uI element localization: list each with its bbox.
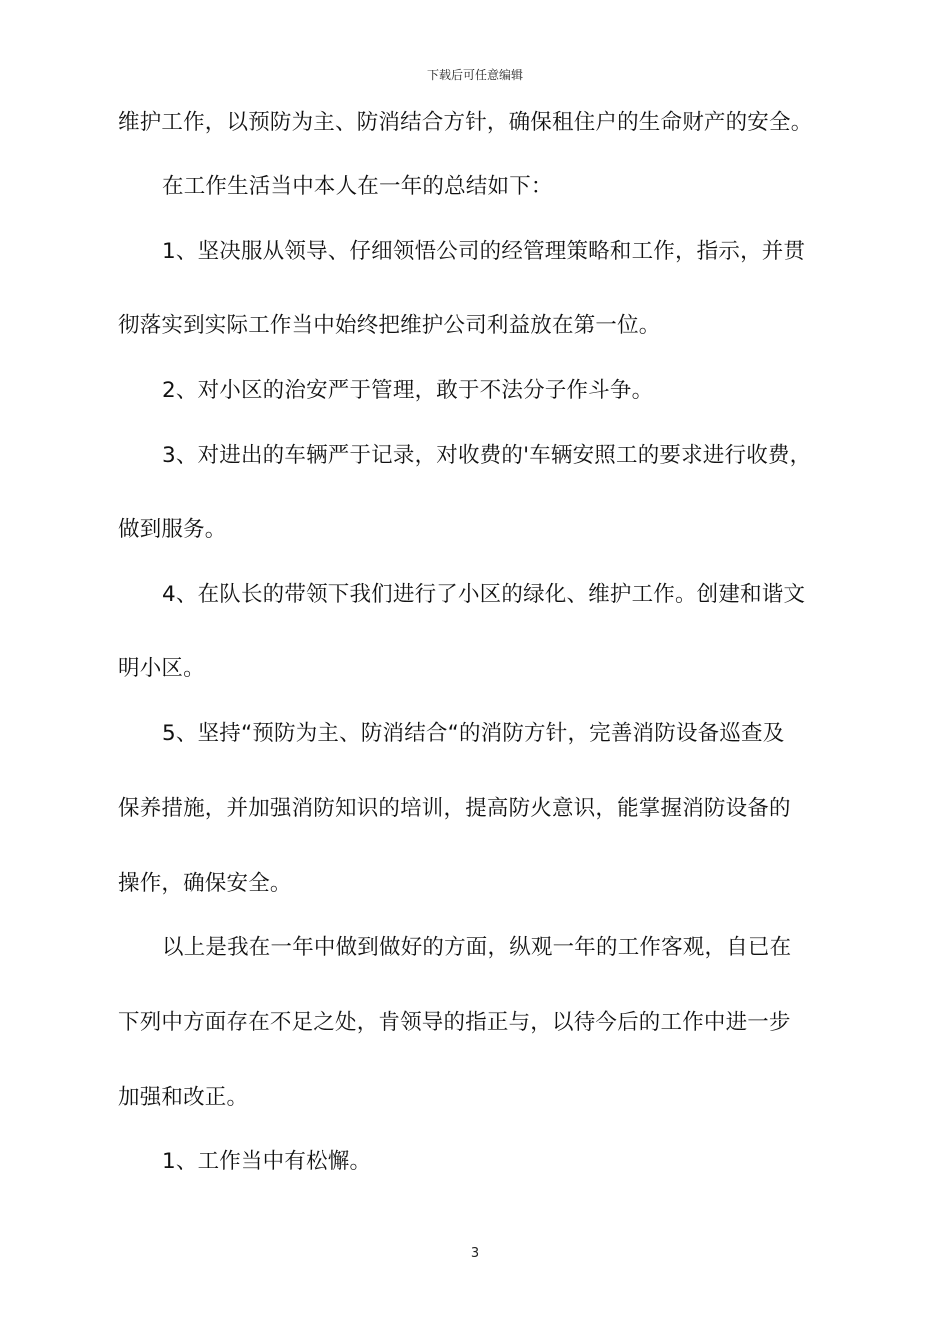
page-number: 3	[470, 1246, 480, 1261]
text-line: 做到服务。	[118, 517, 227, 542]
text-line: 在工作生活当中本人在一年的总结如下：	[162, 174, 553, 199]
text-line: 2、对小区的治安严于管理，敢于不法分子作斗争。	[162, 378, 654, 403]
text-line: 5、坚持“预防为主、防消结合“的消防方针，完善消防设备巡查及	[162, 721, 785, 746]
page-header: 下载后可任意编辑	[426, 68, 523, 82]
text-line: 4、在队长的带领下我们进行了小区的绿化、维护工作。创建和谐文	[162, 582, 806, 607]
text-line: 3、对进出的车辆严于记录，对收费的'车辆安照工的要求进行收费，	[162, 443, 812, 468]
text-line: 维护工作，以预防为主、防消结合方针，确保租住户的生命财产的安全。	[118, 110, 813, 135]
text-line: 加强和改正。	[118, 1085, 249, 1110]
text-line: 下列中方面存在不足之处，肯领导的指正与，以待今后的工作中进一步	[118, 1010, 791, 1035]
text-line: 明小区。	[118, 656, 205, 681]
text-line: 1、坚决服从领导、仔细领悟公司的经管理策略和工作，指示，并贯	[162, 239, 806, 264]
text-line: 以上是我在一年中做到做好的方面，纵观一年的工作客观，自已在	[162, 935, 792, 960]
text-line: 1、工作当中有松懈。	[162, 1149, 372, 1174]
text-line: 保养措施，并加强消防知识的培训，提高防火意识，能掌握消防设备的	[118, 796, 791, 821]
text-line: 操作，确保安全。	[118, 871, 292, 896]
text-line: 彻落实到实际工作当中始终把维护公司利益放在第一位。	[118, 313, 661, 338]
